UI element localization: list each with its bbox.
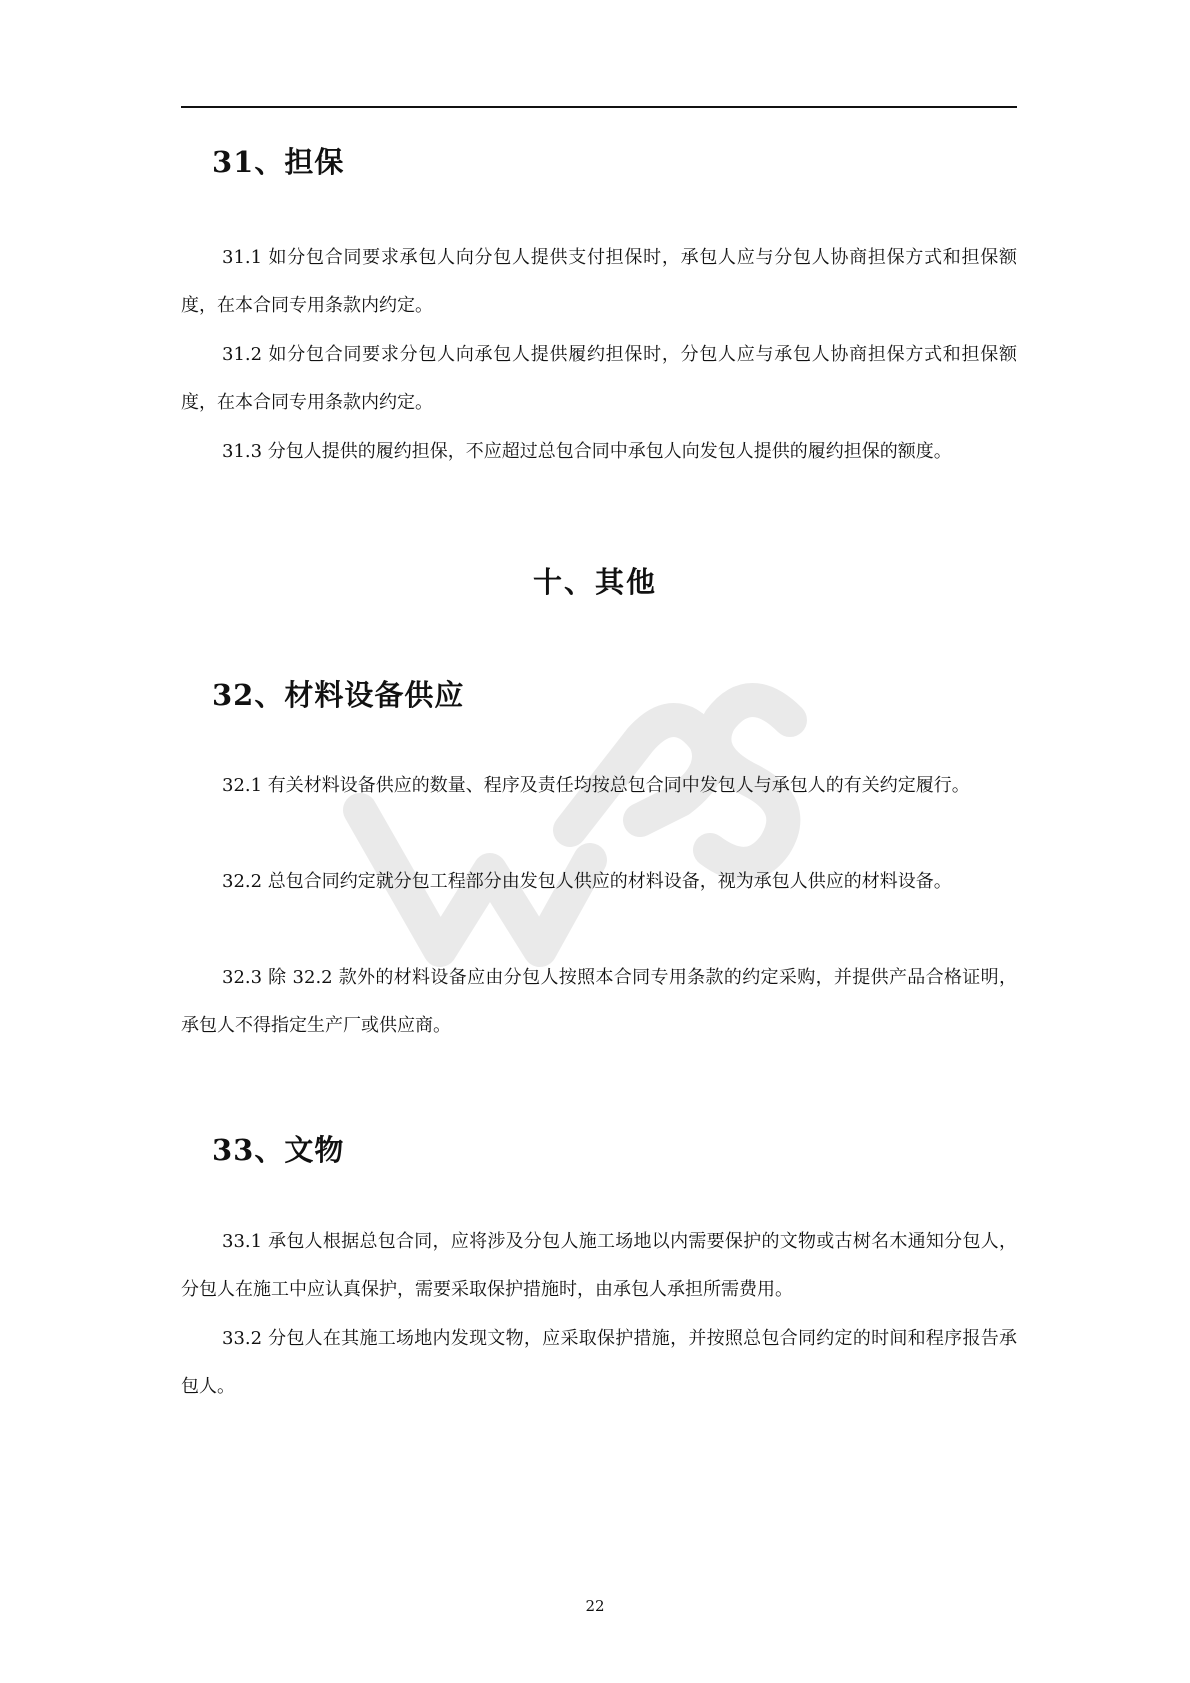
section-heading-31: 31、担保 [212,145,345,179]
chapter-title: 十、其他 [532,565,657,599]
paragraph-32-1: 32.1 有关材料设备供应的数量、程序及责任均按总包合同中发包人与承包人的有关约定履行。 [222,775,970,796]
section-heading-32: 32、材料设备供应 [212,678,465,712]
paragraph-32-3: 32.3 除 32.2 款外的材料设备应由分包人按照本合同专用条款的约定采购，并提供产品合格证明，承包人不得指定生产厂或供应商。 [181,967,1017,1036]
paragraph-32-2: 32.2 总包合同约定就分包工程部分由发包人供应的材料设备，视为承包人供应的材料设备。 [222,871,952,892]
section-heading-33: 33、文物 [212,1133,345,1167]
paragraph-33-1: 33.1 承包人根据总包合同，应将涉及分包人施工场地以内需要保护的文物或古树名木通知分包人，分包人在施工中应认真保护，需要采取保护措施时，由承包人承担所需费用。 [181,1231,1017,1300]
paragraph-31-3: 31.3 分包人提供的履约担保，不应超过总包合同中承包人向发包人提供的履约担保的额度。 [222,441,952,462]
header-rule [181,106,1017,108]
page-number: 22 [585,1597,605,1615]
paragraph-31-1: 31.1 如分包合同要求承包人向分包人提供支付担保时，承包人应与分包人协商担保方式和担保额度，在本合同专用条款内约定。 [181,247,1017,316]
paragraph-31-2: 31.2 如分包合同要求分包人向承包人提供履约担保时，分包人应与承包人协商担保方式和担保额度，在本合同专用条款内约定。 [181,344,1017,413]
paragraph-33-2: 33.2 分包人在其施工场地内发现文物，应采取保护措施，并按照总包合同约定的时间和程序报告承包人。 [181,1328,1017,1397]
